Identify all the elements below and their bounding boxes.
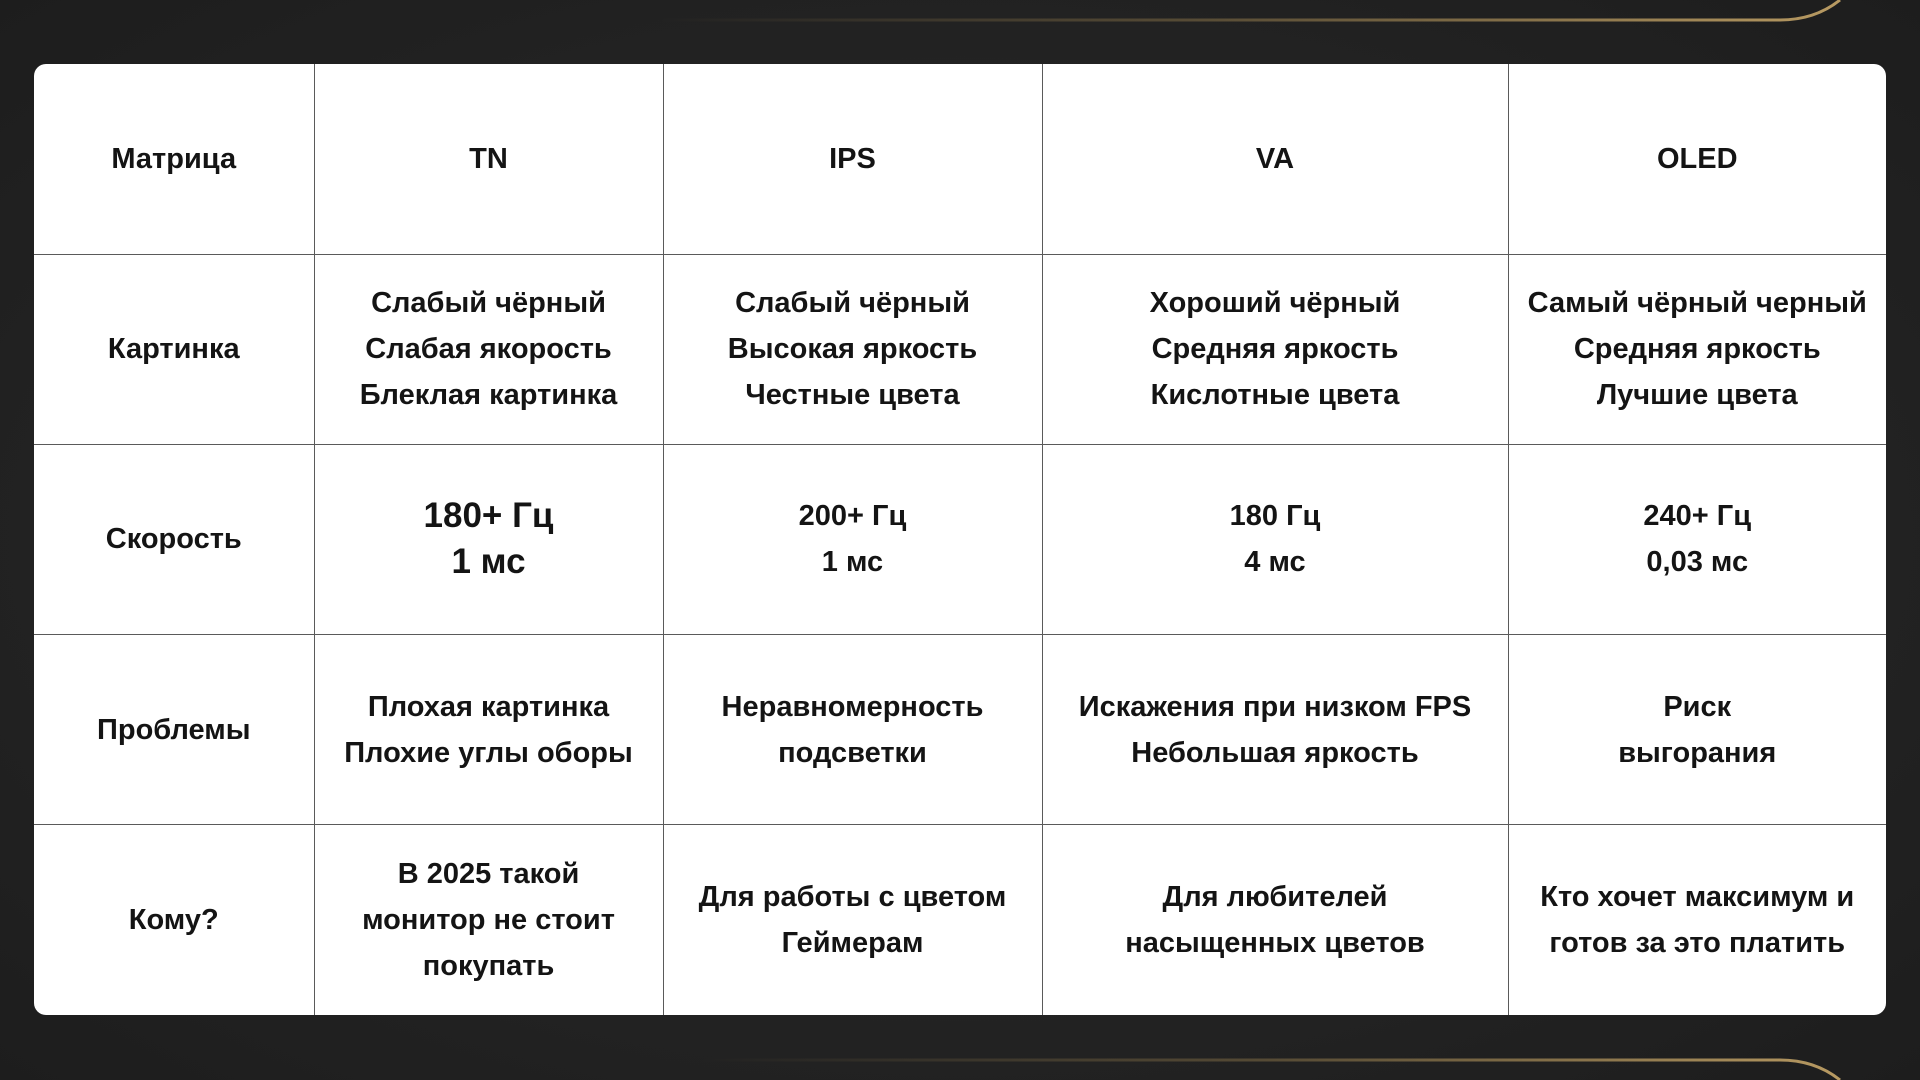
cell-line: Плохая картинка [367,690,610,723]
cell-line: Небольшая яркость [1131,736,1419,769]
cell-line: Хороший чёрный [1149,287,1401,320]
header-oled: OLED [1508,64,1886,254]
cell-line: Кислотные цвета [1150,379,1400,412]
cell-line: выгорания [1618,736,1777,769]
cell-line: В 2025 такой [397,858,580,891]
cell-line: Средняя яркость [1151,333,1399,366]
cell-problems-va [1042,635,1508,825]
header-row [34,64,1886,254]
cell-line: 240+ Гц [1643,500,1752,533]
cell-line: Риск [1663,690,1732,723]
cell-audience-va [1042,825,1508,1015]
row-speed [34,444,1886,634]
header-ips: IPS [663,64,1042,254]
cell-line: Слабый чёрный [735,287,970,320]
cell-line: 0,03 мс [1646,546,1749,579]
matrix-comparison-table [34,64,1886,1015]
cell-audience-oled [1508,825,1886,1015]
cell-line: 200+ Гц [798,500,907,533]
cell-audience-ips [663,825,1042,1015]
cell-line: Плохие углы оборы [344,736,633,769]
comparison-card [34,64,1886,1015]
row-label-audience: Кому? [34,825,314,1015]
cell-line: 180+ Гц [423,496,554,536]
row-label-problems: Проблемы [34,635,314,825]
cell-line: Честные цвета [745,379,960,412]
header-label-cell: Матрица [34,64,314,254]
cell-speed-ips [663,444,1042,634]
gold-line-bottom [700,1060,1840,1080]
cell-speed-va [1042,444,1508,634]
gold-line-top [660,0,1840,20]
row-picture [34,254,1886,444]
cell-line: Лучшие цвета [1596,379,1798,412]
cell-speed-oled [1508,444,1886,634]
row-label-speed: Скорость [34,444,314,634]
cell-line: Слабый чёрный [371,287,606,320]
cell-line: Самый чёрный черный [1527,287,1867,320]
cell-picture-va [1042,254,1508,444]
cell-picture-oled [1508,254,1886,444]
header-va: VA [1042,64,1508,254]
cell-line: 4 мс [1244,546,1306,579]
cell-line: Геймерам [781,927,924,960]
row-label-picture: Картинка [34,254,314,444]
cell-line: 180 Гц [1229,500,1321,533]
cell-problems-ips [663,635,1042,825]
cell-speed-tn [314,444,663,634]
cell-audience-tn [314,825,663,1015]
cell-picture-tn [314,254,663,444]
cell-problems-oled [1508,635,1886,825]
cell-line: Для любителей [1162,881,1388,914]
cell-line: Кто хочет максимум и [1540,881,1855,914]
cell-line: Средняя яркость [1573,333,1821,366]
cell-line: готов за это платить [1549,927,1846,960]
cell-line: 1 мс [451,542,526,582]
row-audience [34,825,1886,1015]
cell-problems-tn [314,635,663,825]
cell-line: Блеклая картинка [359,379,618,412]
cell-line: подсветки [778,736,927,769]
cell-line: Слабая якорость [365,333,612,366]
cell-line: насыщенных цветов [1125,927,1425,960]
row-problems [34,635,1886,825]
header-tn: TN [314,64,663,254]
cell-picture-ips [663,254,1042,444]
cell-line: Для работы с цветом [698,881,1007,914]
cell-line: Высокая яркость [727,333,978,366]
cell-line: 1 мс [821,546,884,579]
cell-line: Неравномерность [721,690,984,723]
cell-line: монитор не стоит [362,904,615,937]
cell-line: покупать [422,950,555,983]
cell-line: Искажения при низком FPS [1078,690,1472,723]
